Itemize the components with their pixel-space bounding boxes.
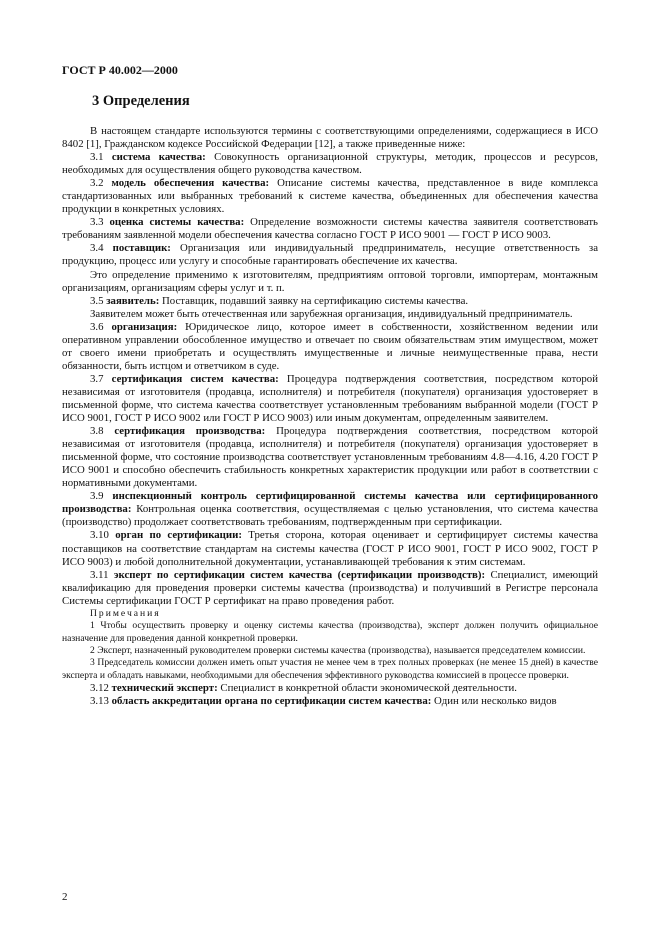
- term: инспекционный контроль сертифицированной системы качества или сертифицированного производства:: [62, 490, 599, 516]
- note-item: 2 Эксперт, назначенный руководителем проверки системы качества (производства), называется председателем комиссии.: [90, 644, 586, 656]
- note-item: 3 Председатель комиссии должен иметь опыт участия не менее чем в трех полных проверках (не менее 15 дней) в качестве эксперта и обладать навыками, необходимыми для обеспечения эффективного руководства комиссией в процессе проверки.: [62, 657, 598, 681]
- definition-3-7: 3.7 сертификация систем качества: Процедура подтверждения соответствия, посредством которой независимая от изготовителя (продавца, исполнителя) и потребителя (покупателя) организация удостоверяет в письменной форме, что система качества соответствует установленным требованиям выбранной модели (ГОСТ Р ИСО 9001, ГОСТ Р ИСО 9002 или ГОСТ Р ИСО 9003) или иным документам, определенным заявителем.: [62, 372, 598, 425]
- definition-3-12: 3.12 технический эксперт: Специалист в конкретной области экономической деятельности.: [90, 682, 517, 695]
- definition-3-11: 3.11 эксперт по сертификации систем качества (сертификации производств): Специалист, имеющий квалификацию для проведения проверки системы качества (производства) и получивший в Регистре персонала Системы сертификации ГОСТ Р сертификат на право проведения работ.: [62, 568, 598, 607]
- document-code: ГОСТ Р 40.002—2000: [62, 63, 178, 77]
- definition-3-4-note: Это определение применимо к изготовителям, предприятиям оптовой торговли, импортерам, монтажным организациям, организациям сферы услуг и т. п.: [62, 268, 598, 294]
- term: заявитель:: [106, 294, 160, 307]
- notes-heading: Примечания: [90, 607, 161, 619]
- term: поставщик:: [112, 242, 171, 255]
- note-item: 1 Чтобы осуществить проверку и оценку системы качества (производства), эксперт должен получить официальное назначение для проведения данной конкретной проверки.: [62, 620, 598, 644]
- definition-3-13: 3.13 область аккредитации органа по сертификации систем качества: Один или несколько видов: [90, 695, 557, 708]
- document-body: [62, 125, 598, 708]
- term: организация:: [111, 320, 178, 333]
- term: модель обеспечения качества:: [111, 177, 270, 190]
- term: система качества:: [111, 151, 206, 164]
- term: сертификация систем качества:: [111, 372, 279, 385]
- definition-3-2: 3.2 модель обеспечения качества: Описание системы качества, представленное в виде комплекса стандартизованных или выбранных требований к системе качества, объединенных для обеспечения качества продукции в конкретных условиях.: [62, 177, 598, 216]
- page-number: 2: [62, 891, 68, 903]
- term: область аккредитации органа по сертификации систем качества:: [111, 695, 432, 708]
- term: орган по сертификации:: [115, 529, 242, 542]
- definition-3-5: 3.5 заявитель: Поставщик, подавший заявку на сертификацию системы качества.: [90, 294, 469, 307]
- term: технический эксперт:: [111, 682, 218, 695]
- term: эксперт по сертификации систем качества (сертификации производств):: [113, 568, 486, 581]
- intro-paragraph: В настоящем стандарте используются термины с соответствующими определениями, содержащиеся в ИСО 8402 [1], Гражданском кодексе Российской Федерации [12], а также приведенные ниже:: [62, 125, 598, 151]
- definition-3-1: 3.1 система качества: Совокупность организационной структуры, методик, процессов и ресурсов, необходимых для осуществления общего руководства качеством.: [62, 151, 598, 177]
- section-title: 3 Определения: [92, 93, 190, 109]
- definition-3-4: 3.4 поставщик: Организация или индивидуальный предприниматель, несущие ответственность за продукцию, процесс или услугу и способные гарантировать обеспечение их качества.: [62, 242, 598, 268]
- definition-3-5-note: Заявителем может быть отечественная или зарубежная организация, индивидуальный предприниматель.: [90, 307, 573, 320]
- definition-3-3: 3.3 оценка системы качества: Определение возможности системы качества заявителя соответствовать требованиям заявленной модели обеспечения качества согласно ГОСТ Р ИСО 9001 — ГОСТ Р ИСО 9003.: [62, 216, 598, 242]
- term: сертификация производства:: [114, 425, 266, 438]
- definition-3-8: 3.8 сертификация производства: Процедура подтверждения соответствия, посредством которой независимая от изготовителя (продавца, исполнителя) и потребителя (покупателя) организация удостоверяет в письменной форме, что состояние производства соответствует установленным требованиям 4.8—4.16, 4.20 ГОСТ Р ИСО 9001 и способно обеспечить стабильность конкретных характеристик продукции или работ в соответствии с нормативными документами.: [62, 425, 598, 490]
- definition-3-6: 3.6 организация: Юридическое лицо, которое имеет в собственности, хозяйственном ведении или оперативном управлении обособленное имущество и отвечает по своим обязательствам этим имуществом, может от своего имени приобретать и осуществлять имущественные и личные неимущественные права, нести обязанности, быть истцом и ответчиком в суде.: [62, 320, 599, 372]
- definition-3-9: 3.9 инспекционный контроль сертифицированной системы качества или сертифицированного производства: Контрольная оценка соответствия, осуществляемая с целью установления, что система качества (производство) продолжает соответствовать требованиям, подтвержденным при сертификации.: [62, 490, 599, 529]
- term: оценка системы качества:: [109, 216, 245, 229]
- definition-3-10: 3.10 орган по сертификации: Третья сторона, которая оценивает и сертифицирует системы качества поставщиков на соответствие стандартам на системы качества (ГОСТ Р ИСО 9001, ГОСТ Р ИСО 9002, ГОСТ Р ИСО 9003) и любой дополнительной документации, устанавливающей требования к этим системам.: [62, 529, 599, 568]
